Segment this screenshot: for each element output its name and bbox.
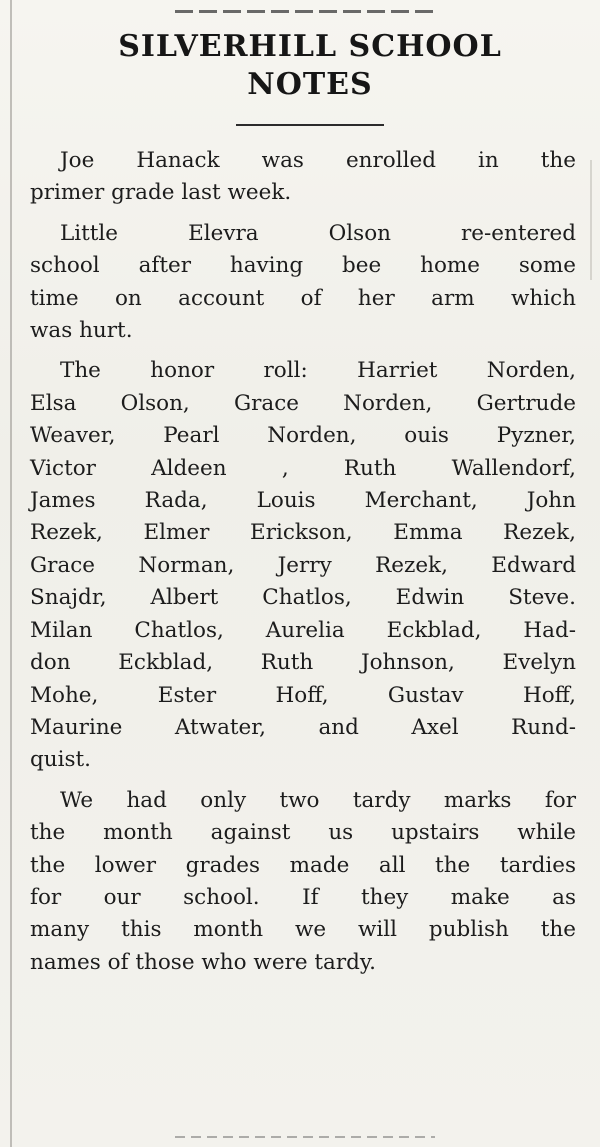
text-line: the lower grades made all the tardies [30,852,576,878]
text-line: The honor roll: Harriet Norden, [60,358,576,384]
headline-line-1: SILVERHILL SCHOOL [118,29,502,64]
text-line: Joe Hanack was enrolled in the [60,148,576,173]
headline [40,28,580,104]
text-line: for our school. If they make as [30,884,576,910]
text-line: Weaver, Pearl Norden, ouis Pyzner, [30,423,576,449]
text-line: Snajdr, Albert Chatlos, Edwin Steve. [30,585,576,611]
paragraph-tardy [30,785,576,979]
text-line: was hurt. [30,318,133,344]
text-line: Grace Norman, Jerry Rezek, Edward [30,552,576,578]
text-line: primer grade last week. [30,180,292,206]
text-line: James Rada, Louis Merchant, John [30,488,576,514]
column-rule-left [10,0,12,1147]
text-line: names of those who were tardy. [30,949,377,975]
text-line: school after having bee home some [30,253,576,279]
text-line: time on account of her arm which [30,285,576,311]
paragraph-enrollment [30,145,576,210]
headline-rule [236,124,384,126]
text-line: Little Elevra Olson re-entered [60,220,576,246]
text-line: many this month we will publish the [30,917,576,943]
paragraph-honor-roll [30,355,576,776]
column-rule-right [590,160,592,280]
article-body [30,145,576,987]
top-dashed-rule [175,10,435,13]
text-line: Elsa Olson, Grace Norden, Gertrude [30,390,576,416]
text-line: Victor Aldeen , Ruth Wallendorf, [30,455,576,481]
headline-line-2: NOTES [247,67,373,102]
bottom-dashed-rule [175,1136,435,1138]
text-line: Mohe, Ester Hoff, Gustav Hoff, [30,682,576,708]
text-line: Maurine Atwater, and Axel Rund- [30,714,576,740]
text-line: quist. [30,747,91,773]
text-line: We had only two tardy marks for [60,787,576,813]
text-line: the month against us upstairs while [30,820,576,846]
text-line: Rezek, Elmer Erickson, Emma Rezek, [30,520,576,546]
text-line: Milan Chatlos, Aurelia Eckblad, Had- [30,617,576,643]
paragraph-reentered [30,218,576,348]
text-line: don Eckblad, Ruth Johnson, Evelyn [30,650,576,676]
